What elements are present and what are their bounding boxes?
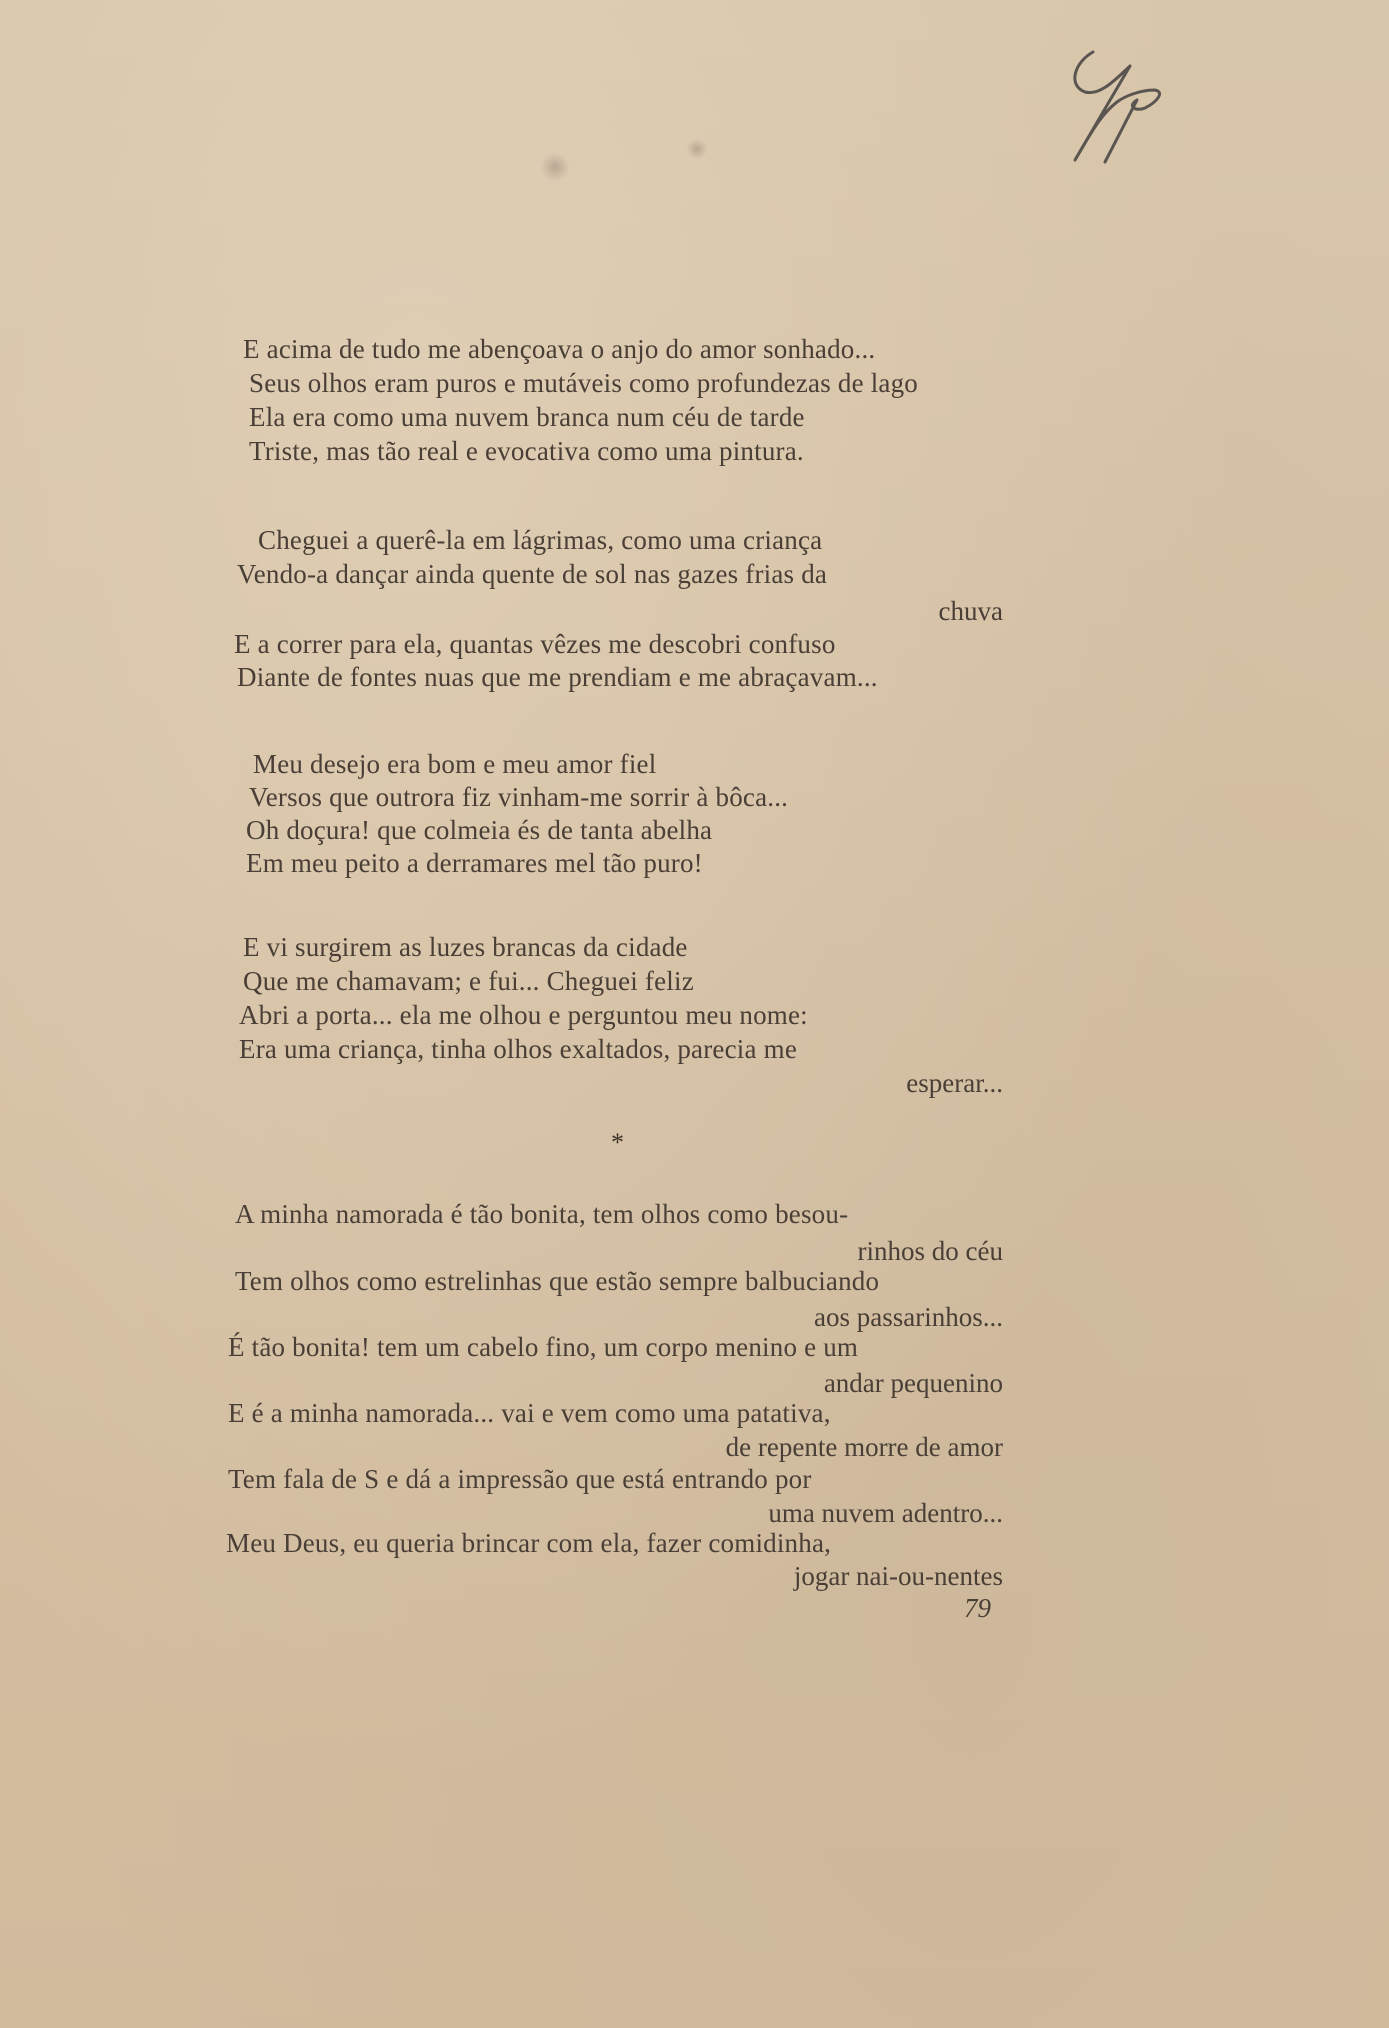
verse-line: É tão bonita! tem um cabelo fino, um corpo menino e um [228,1332,859,1362]
ink-smudge [685,140,709,158]
verse-line: Que me chamavam; e fui... Cheguei feliz [243,966,694,996]
verse-line: Triste, mas tão real e evocativa como uma pintura. [249,436,804,466]
verse-line-continuation: aos passarinhos... [814,1302,1003,1332]
verse-line: Meu Deus, eu queria brincar com ela, fazer comidinha, [226,1528,832,1558]
verse-line: Diante de fontes nuas que me prendiam e me abraçavam... [237,662,878,692]
verse-line: E vi surgirem as luzes brancas da cidade [243,932,688,962]
verse-line: Versos que outrora fiz vinham-me sorrir à bôca... [249,782,789,812]
verse-line: A minha namorada é tão bonita, tem olhos como besou- [235,1199,849,1229]
section-separator: * [611,1128,624,1157]
verse-line: Seus olhos eram puros e mutáveis como profundezas de lago [249,368,918,398]
ink-smudge [540,152,570,182]
verse-line-continuation: rinhos do céu [857,1236,1003,1266]
verse-line-continuation: jogar nai-ou-nentes [793,1561,1003,1591]
verse-line-continuation: esperar... [906,1068,1003,1098]
verse-line: E é a minha namorada... vai e vem como uma patativa, [228,1398,831,1428]
verse-line-continuation: de repente morre de amor [725,1432,1003,1462]
verse-line-continuation: andar pequenino [823,1368,1003,1398]
verse-line: Abri a porta... ela me olhou e perguntou meu nome: [239,1000,808,1030]
verse-line: Em meu peito a derramares mel tão puro! [246,848,703,878]
printed-page-number: 79 [964,1593,991,1623]
verse-line: Oh doçura! que colmeia és de tanta abelha [246,815,713,845]
verse-line: E acima de tudo me abençoava o anjo do amor sonhado... [243,334,876,364]
verse-line-continuation: uma nuvem adentro... [768,1498,1003,1528]
verse-line: Vendo-a dançar ainda quente de sol nas gazes frias da [237,559,828,589]
verse-line: Cheguei a querê-la em lágrimas, como uma criança [258,525,823,555]
verse-line: E a correr para ela, quantas vêzes me descobri confuso [234,629,836,659]
handwritten-page-number [1045,40,1175,170]
verse-line: Tem olhos como estrelinhas que estão sempre balbuciando [235,1266,880,1296]
verse-line: Ela era como uma nuvem branca num céu de tarde [249,402,805,432]
verse-line: Tem fala de S e dá a impressão que está entrando por [228,1464,812,1494]
verse-line: Meu desejo era bom e meu amor fiel [253,749,657,779]
verse-line-continuation: chuva [938,596,1003,626]
verse-line: Era uma criança, tinha olhos exaltados, parecia me [239,1034,798,1064]
